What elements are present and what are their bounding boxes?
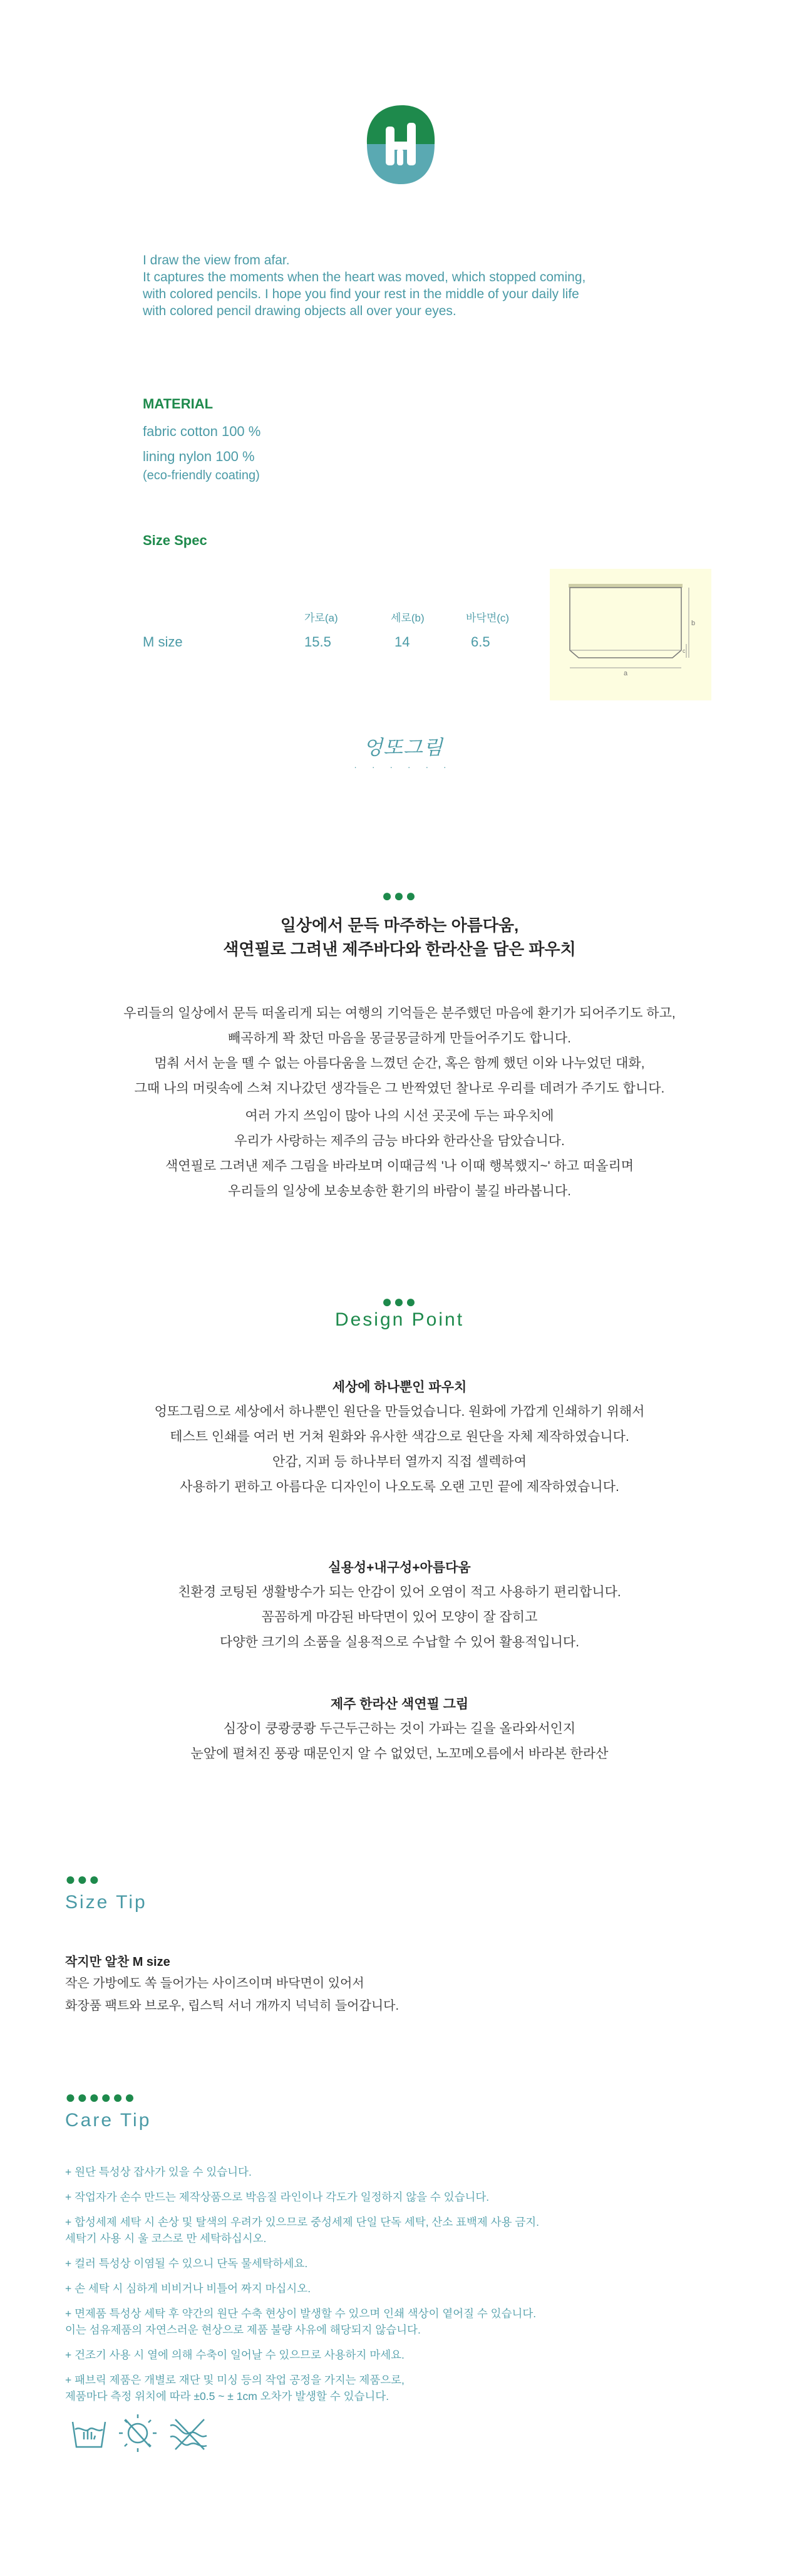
design-point-dots: ●●● <box>381 1292 418 1311</box>
intro-line: It captures the moments when the heart was moved, which stopped coming, <box>143 270 586 284</box>
care-item: + 원단 특성상 잡사가 있을 수 있습니다. <box>65 2166 252 2178</box>
size-tip-dots: ●●● <box>65 1869 101 1889</box>
design-block-title: 실용성+내구성+아름다움 <box>328 1561 471 1575</box>
design-point-title: Design Point <box>334 1309 465 1330</box>
no-wring-icon <box>170 2419 207 2449</box>
care-item: + 건조기 사용 시 열에 의해 수축이 일어날 수 있으므로 사용하지 마세요. <box>65 2349 405 2361</box>
story-paragraph-2: 여러 가지 쓰임이 많아 나의 시선 곳곳에 두는 파우치에 우리가 사랑하는 제주의 금능 바다와 한라산을 담았습니다. 색연필로 그려낸 제주 그림을 바라보며 이때금씩 '나 이때 행복했지~' 하고 떠올리며 우리들의 일상에 보송보송한 환기의 바람이 불길 바라봅니다. <box>165 1109 634 1198</box>
care-tip-list <box>65 2164 539 2413</box>
size-spec-title: Size Spec <box>143 532 207 548</box>
story-paragraph-1: 우리들의 일상에서 문득 떠올리게 되는 여행의 기억들은 분주했던 마음에 환기가 되어주기도 하고, 빼곡하게 꽉 찼던 마음을 몽글몽글하게 만들어주기도 합니다. 멈춰 서서 눈을 뗄 수 없는 아름다움을 느꼈던 순간, 혹은 함께 했던 이와 나누었던 대화, 그때 나의 머릿속에 스쳐 지나갔던 생각들은 그 반짝였던 찰나로 우리를 데려가 주기도 합니다. <box>123 1006 676 1096</box>
intro-line: with colored pencil drawing objects all over your eyes. <box>143 304 456 318</box>
story-dots: ●●● <box>381 886 418 905</box>
brand-logo <box>362 100 440 190</box>
size-tip-text: 작은 가방에도 쏙 들어가는 사이즈이며 바닥면이 있어서 화장품 팩트와 브로우, 립스틱 서너 개까지 넉넉히 들어갑니다. <box>65 1976 400 2013</box>
size-tip-title: Size Tip <box>65 1892 147 1913</box>
care-item: + 합성세제 세탁 시 손상 및 탈색의 우려가 있으므로 중성세제 단일 단독 세탁, 산소 표백제 사용 금지. 세탁기 사용 시 울 코스로 만 세탁하십시오. <box>65 2216 540 2245</box>
care-item: + 패브릭 제품은 개별로 재단 및 미싱 등의 작업 공정을 가지는 제품으로, 제품마다 측정 위치에 따라 ±0.5 ~ ± 1cm 오차가 발생할 수 있습니다. <box>65 2374 405 2402</box>
care-tip-dots: ●●●●●● <box>65 2087 137 2107</box>
care-item: + 작업자가 손수 만드는 제작상품으로 박음질 라인이나 각도가 일정하지 않을 수 있습니다. <box>65 2191 490 2203</box>
intro-line: with colored pencils. I hope you find your rest in the middle of your daily life <box>143 287 579 301</box>
care-item: + 면제품 특성상 세탁 후 약간의 원단 수축 현상이 발생할 수 있으며 인쇄 색상이 옅어질 수 있습니다. 이는 섬유제품의 자연스러운 현상으로 제품 불량 사유에 해당되지 않습니다. <box>65 2307 537 2336</box>
design-block-2: 실용성+내구성+아름다움 친환경 코팅된 생활방수가 되는 안감이 있어 오염이 적고 사용하기 편리합니다. 꼼꼼하게 마감된 바닥면이 있어 모양이 잘 잡히고 다양한 크기의 소품을 실용적으로 수납할 수 있어 활용적입니다. <box>0 1557 799 1655</box>
spec-row-label: M size <box>143 634 183 650</box>
design-block-3: 제주 한라산 색연필 그림 심장이 쿵쾅쿵쾅 두근두근하는 것이 가파는 길을 올라와서인지 눈앞에 펼쳐진 풍광 때문인지 알 수 없었던, 노꼬메오름에서 바라본 한라산 <box>0 1694 799 1767</box>
material-fabric: fabric cotton 100 % <box>143 423 261 439</box>
material-lining: lining nylon 100 % <box>143 449 255 464</box>
intro-text <box>143 252 681 319</box>
spec-value-width: 15.5 <box>304 634 331 650</box>
spec-header-height: 세로(b) <box>391 612 425 624</box>
design-block-title: 제주 한라산 색연필 그림 <box>330 1697 469 1711</box>
care-item: + 컬러 특성상 이염될 수 있으니 단독 물세탁하세요. <box>65 2257 308 2270</box>
design-block-1: 세상에 하나뿐인 파우치 엉또그림으로 세상에서 하나뿐인 원단을 만들었습니다. 원화에 가깝게 인쇄하기 위해서 테스트 인쇄를 여러 번 거쳐 원화와 유사한 색감으로 원단을 자체 제작하였습니다. 안감, 지퍼 등 하나부터 열까지 직접 셀렉하여 사용하기 편하고 아름다운 디자인이 나오도록 오랜 고민 끝에 제작하였습니다. <box>0 1377 799 1500</box>
care-item: + 손 세탁 시 심하게 비비거나 비틀어 짜지 마십시오. <box>65 2282 311 2295</box>
intro-line: I draw the view from afar. <box>143 253 290 267</box>
spec-header-bottom: 바닥면(c) <box>466 612 510 624</box>
signature: 엉또그림 · · · · · · <box>353 732 453 772</box>
signature-text: 엉또그림 <box>363 735 443 759</box>
diagram-label-a: a <box>624 670 628 677</box>
material-title: MATERIAL <box>143 396 214 412</box>
care-icons <box>70 2412 220 2455</box>
pouch-size-diagram <box>550 569 711 700</box>
no-tumble-dry-icon <box>119 2414 157 2452</box>
diagram-label-c: c <box>683 648 686 654</box>
spec-value-bottom: 6.5 <box>471 634 490 650</box>
material-coating: (eco-friendly coating) <box>143 469 260 482</box>
story-heading: 일상에서 문득 마주하는 아름다움, 색연필로 그려낸 제주바다와 한라산을 담은 파우치 <box>223 916 576 958</box>
spec-header-width: 가로(a) <box>304 612 338 624</box>
care-tip-title: Care Tip <box>65 2110 152 2131</box>
size-tip-subtitle: 작지만 알찬 M size <box>65 1955 170 1969</box>
spec-value-height: 14 <box>394 634 410 650</box>
design-block-title: 세상에 하나뿐인 파우치 <box>332 1380 467 1394</box>
diagram-label-b: b <box>691 620 696 627</box>
hand-wash-icon <box>73 2422 105 2447</box>
